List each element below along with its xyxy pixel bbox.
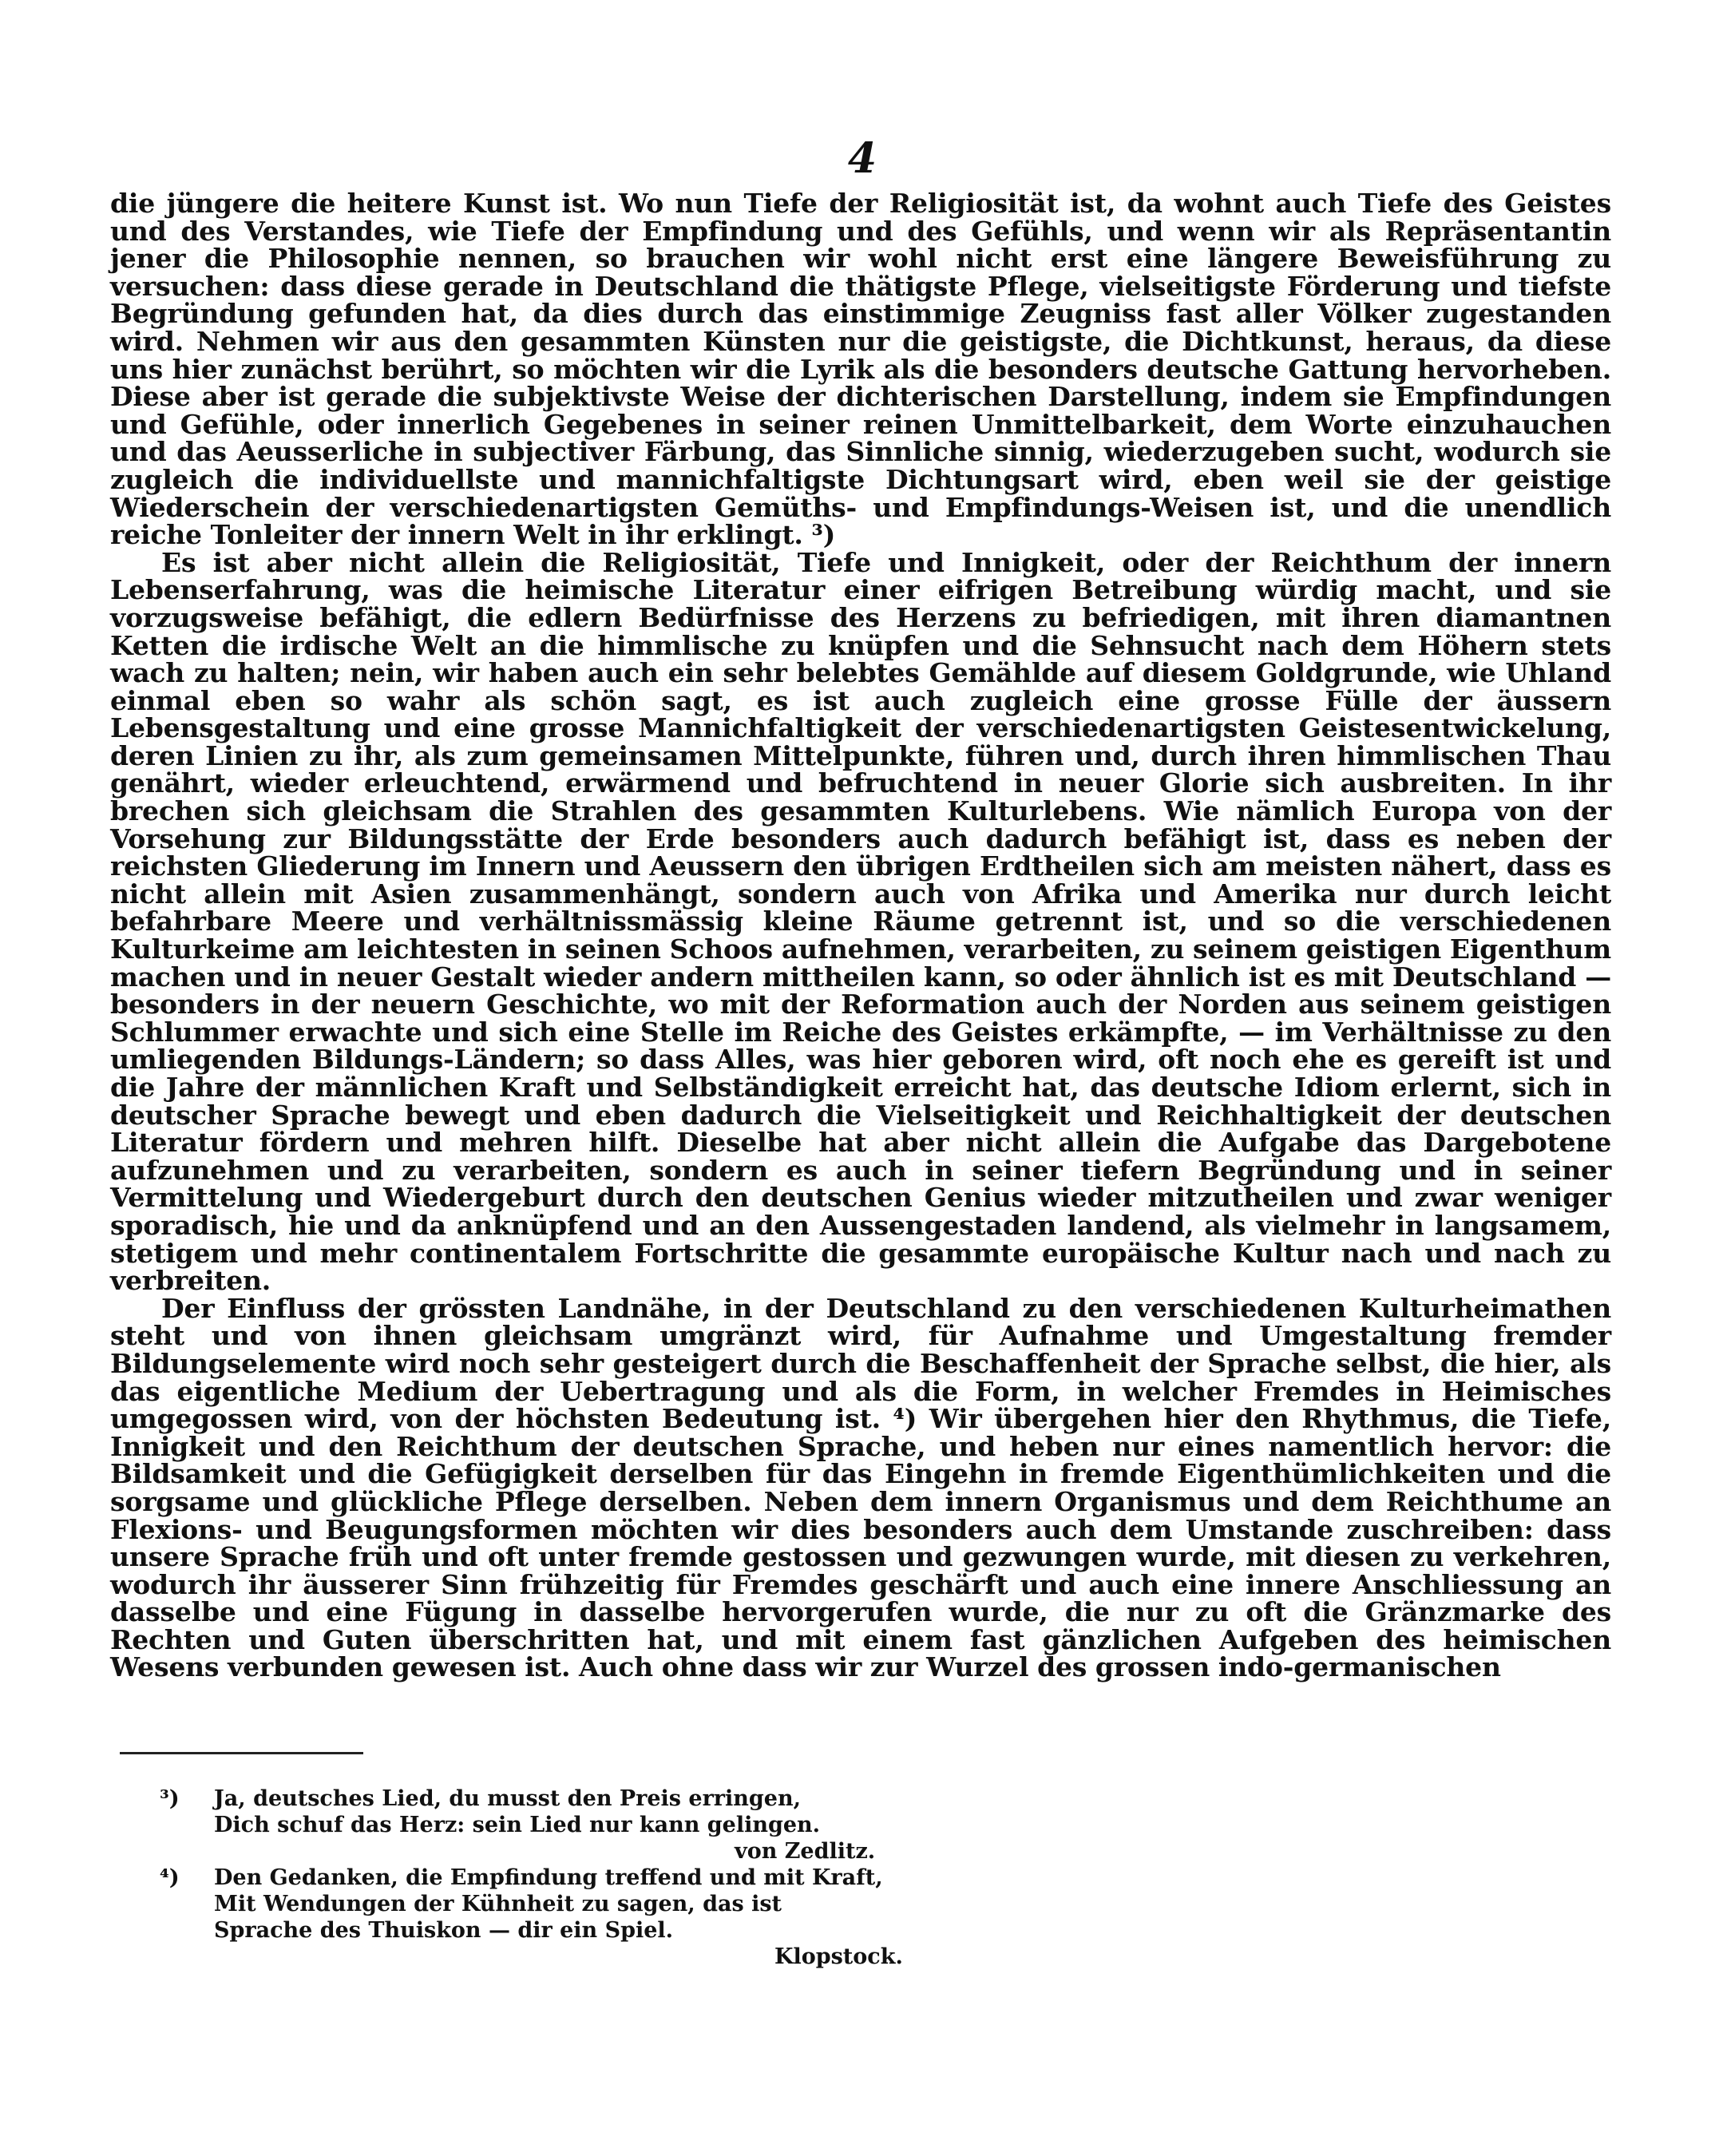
footnote-4 bbox=[160, 1865, 958, 1970]
footnote-text: Ja, deutsches Lied, du musst den Preis erringen, bbox=[214, 1786, 802, 1811]
paragraph: die jüngere die heitere Kunst ist. Wo nun Tiefe der Religiosität ist, da wohnt auch Tiefe des Geistes und des Verstandes, wie Tiefe der Empfindung und des Gefühls, und wenn wir als Repräsentantin jener die Philosophie nennen, so brauchen wir wohl nicht erst eine längere Beweisführung zu versuchen: dass diese gerade in Deutschland die thätigste Pflege, vielseitigste Förderung und tiefste Begründung gefunden hat, da dies durch das einstimmige Zeugniss fast aller Völker zugestanden wird. Nehmen wir aus den gesammten Künsten nur die geistigste, die Dichtkunst, heraus, da diese uns hier zunächst berührt, so möchten wir die Lyrik als die besonders deutsche Gattung hervorheben. Diese aber ist gerade die subjektivste Weise der dichterischen Darstellung, indem sie Empfindungen und Gefühle, oder innerlich Gegebenes in seiner reinen Unmittelbarkeit, dem Worte einzuhauchen und das Aeusserliche in subjectiver Färbung, das Sinnliche sinnig, wiederzugeben sucht, wodurch sie zugleich die individuellste und mannichfaltigste Dichtungsart wird, eben weil sie der geistige Wiederschein der verschiedenartigsten Gemüths- und Empfindungs-Weisen ist, und die unendlich reiche Tonleiter der innern Welt in ihr erklingt. ³) bbox=[110, 188, 1611, 551]
footnote-line bbox=[160, 1785, 958, 1812]
footnote-divider bbox=[120, 1752, 363, 1754]
footnote-text: Den Gedanken, die Empfindung treffend und mit Kraft, bbox=[214, 1865, 883, 1890]
footnote-line: Sprache des Thuiskon — dir ein Spiel. bbox=[214, 1918, 674, 1943]
paragraph: Es ist aber nicht allein die Religiosität, Tiefe und Innigkeit, oder der Reichthum der innern Lebenserfahrung, was die heimische Literatur einer eifrigen Betreibung würdig macht, und sie vorzugsweise befähigt, die edlern Bedürfnisse des Herzens zu befriedigen, mit ihren diamantnen Ketten die irdische Welt an die himmlische zu knüpfen und die Sehnsucht nach dem Höhern stets wach zu halten; nein, wir haben auch ein sehr belebtes Gemählde auf diesem Goldgrunde, wie Uhland einmal eben so wahr als schön sagt, es ist auch zugleich eine grosse Fülle der äussern Lebensgestaltung und eine grosse Mannichfaltigkeit der verschiedenartigsten Geistesentwickelung, deren Linien zu ihr, als zum gemeinsamen Mittelpunkte, führen und, durch ihren himmlischen Thau genährt, wieder erleuchtend, erwärmend und befruchtend in neuer Glorie sich ausbreiten. In ihr brechen sich gleichsam die Strahlen des gesammten Kulturlebens. Wie nämlich Europa von der Vorsehung zur Bildungsstätte der Erde besonders auch dadurch befähigt ist, dass es neben der reichsten Gliederung im Innern und Aeussern den übrigen Erdtheilen sich am meisten nähert, dass es nicht allein mit Asien zusammenhängt, sondern auch von Afrika und Amerika nur durch leicht befahrbare Meere und verhältnissmässig kleine Räume getrennt ist, und so die verschiedenen Kulturkeime am leichtesten in seinen Schoos aufnehmen, verarbeiten, zu seinem geistigen Eigenthum machen und in neuer Gestalt wieder andern mittheilen kann, so oder ähnlich ist es mit Deutschland — besonders in der neuern Geschichte, wo mit der Reformation auch der Norden aus seinem geistigen Schlummer erwachte und sich eine Stelle im Reiche des Geistes erkämpfte, — im Verhältnisse zu den umliegenden Bildungs-Ländern; so dass Alles, was hier geboren wird, oft noch ehe es gereift ist und die Jahre der männlichen Kraft und Selbständigkeit erreicht hat, das deutsche Idiom erlernt, sich in deutscher Sprache bewegt und eben dadurch die Vielseitigkeit und Reichhaltigkeit der deutschen Literatur fördern und mehren hilft. Dieselbe hat aber nicht allein die Aufgabe das Dargebotene aufzunehmen und zu verarbeiten, sondern es auch in seiner tiefern Begründung und in seiner Vermittelung und Wiedergeburt durch den deutschen Genius wieder mitzutheilen und zwar weniger sporadisch, hie und da anknüpfend und an den Aussengestaden landend, als vielmehr in langsamem, stetigem und mehr continentalem Fortschritte die gesammte europäische Kultur nach und nach zu verbreiten. bbox=[110, 546, 1611, 1297]
footnote-author: Klopstock. bbox=[774, 1944, 903, 1969]
footnote-author: von Zedlitz. bbox=[735, 1839, 876, 1864]
footnote-line: Mit Wendungen der Kühnheit zu sagen, das ist bbox=[214, 1892, 782, 1916]
footnotes bbox=[160, 1785, 958, 1970]
footnote-marker: ⁴) bbox=[160, 1865, 180, 1890]
footnote-line: Dich schuf das Herz: sein Lied nur kann gelingen. bbox=[214, 1813, 821, 1837]
body-text bbox=[110, 190, 1611, 1682]
footnote-marker: ³) bbox=[160, 1786, 180, 1811]
footnote-3 bbox=[160, 1785, 958, 1865]
page-number: 4 bbox=[847, 134, 877, 183]
paragraph: Der Einfluss der grössten Landnähe, in der Deutschland zu den verschiedenen Kulturheimathen steht und von ihnen gleichsam umgränzt wird, für Aufnahme und Umgestaltung fremder Bildungselemente wird noch sehr gesteigert durch die Beschaffenheit der Sprache selbst, die hier, als das eigentliche Medium der Uebertragung und als die Form, in welcher Fremdes in Heimisches umgegossen wird, von der höchsten Bedeutung ist. ⁴) Wir übergehen hier den Rhythmus, die Tiefe, Innigkeit und den Reichthum der deutschen Sprache, und heben nur eines namentlich hervor: die Bildsamkeit und die Gefügigkeit derselben für das Eingehn in fremde Eigenthümlichkeiten und die sorgsame und glückliche Pflege derselben. Neben dem innern Organismus und dem Reichthume an Flexions- und Beugungsformen möchten wir dies besonders auch dem Umstande zuschreiben: dass unsere Sprache früh und oft unter fremde gestossen und gezwungen wurde, mit diesen zu verkehren, wodurch ihr äusserer Sinn frühzeitig für Fremdes geschärft und auch eine innere Anschliessung an dasselbe und eine Fügung in dasselbe hervorgerufen wurde, die nur zu oft die Gränzmarke des Rechten und Guten überschritten hat, und mit einem fast gänzlichen Aufgeben des heimischen Wesens verbunden gewesen ist. Auch ohne dass wir zur Wurzel des grossen indo-germanischen bbox=[110, 1292, 1611, 1683]
footnote-line bbox=[160, 1865, 958, 1891]
